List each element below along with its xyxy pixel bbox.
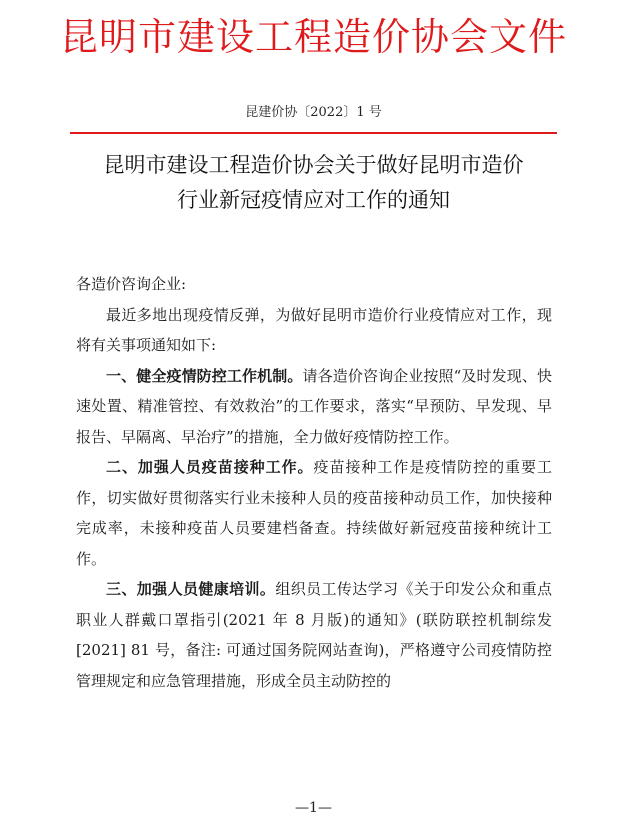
page-number: —1— — [295, 800, 332, 816]
section-paragraph-1 — [76, 361, 552, 453]
notice-title-line-1: 昆明市建设工程造价协会关于做好昆明市造价 — [103, 153, 524, 177]
document-header-title: 昆明市建设工程造价协会文件 — [59, 15, 567, 59]
section-paragraph-3 — [76, 574, 552, 696]
salutation: 各造价咨询企业: — [76, 275, 187, 293]
notice-body — [76, 269, 552, 696]
section-heading-1: 一、健全疫情防控工作机制。 — [106, 366, 303, 385]
document-number: 昆建价协〔2022〕1 号 — [245, 105, 382, 120]
notice-title — [70, 148, 557, 218]
section-text-2: 疫苗接种工作是疫情防控的重要工作，切实做好贯彻落实行业未接种人员的疫苗接种动员工作，加快接种完成率，未接种疫苗人员要建档备查。持续做好新冠疫苗接种统计工作。 — [76, 458, 552, 568]
section-text-3: 组织员工传达学习《关于印发公众和重点职业人群戴口罩指引(2021 年 8 月版)的通知》(联防联控机制综发 [2021] 81 号，备注: 可通过国务院网站查询)，严格遵守公司疫情防控管理规定和应急管理措施，形成全员主动防控的 — [76, 580, 552, 690]
section-paragraph-2 — [76, 452, 552, 574]
header-divider — [70, 132, 557, 134]
notice-title-line-2: 行业新冠疫情应对工作的通知 — [177, 188, 450, 212]
intro-paragraph: 最近多地出现疫情反弹，为做好昆明市造价行业疫情应对工作，现将有关事项通知如下: — [76, 305, 552, 354]
section-heading-2: 二、加强人员疫苗接种工作。 — [106, 458, 314, 476]
section-heading-3: 三、加强人员健康培训。 — [106, 580, 276, 598]
section-text-1: 请各造价咨询企业按照“及时发现、快速处置、精准管控、有效救治”的工作要求，落实“早预防、早发现、早报告、早隔离、早治疗”的措施，全力做好疫情防控工作。 — [76, 366, 552, 446]
